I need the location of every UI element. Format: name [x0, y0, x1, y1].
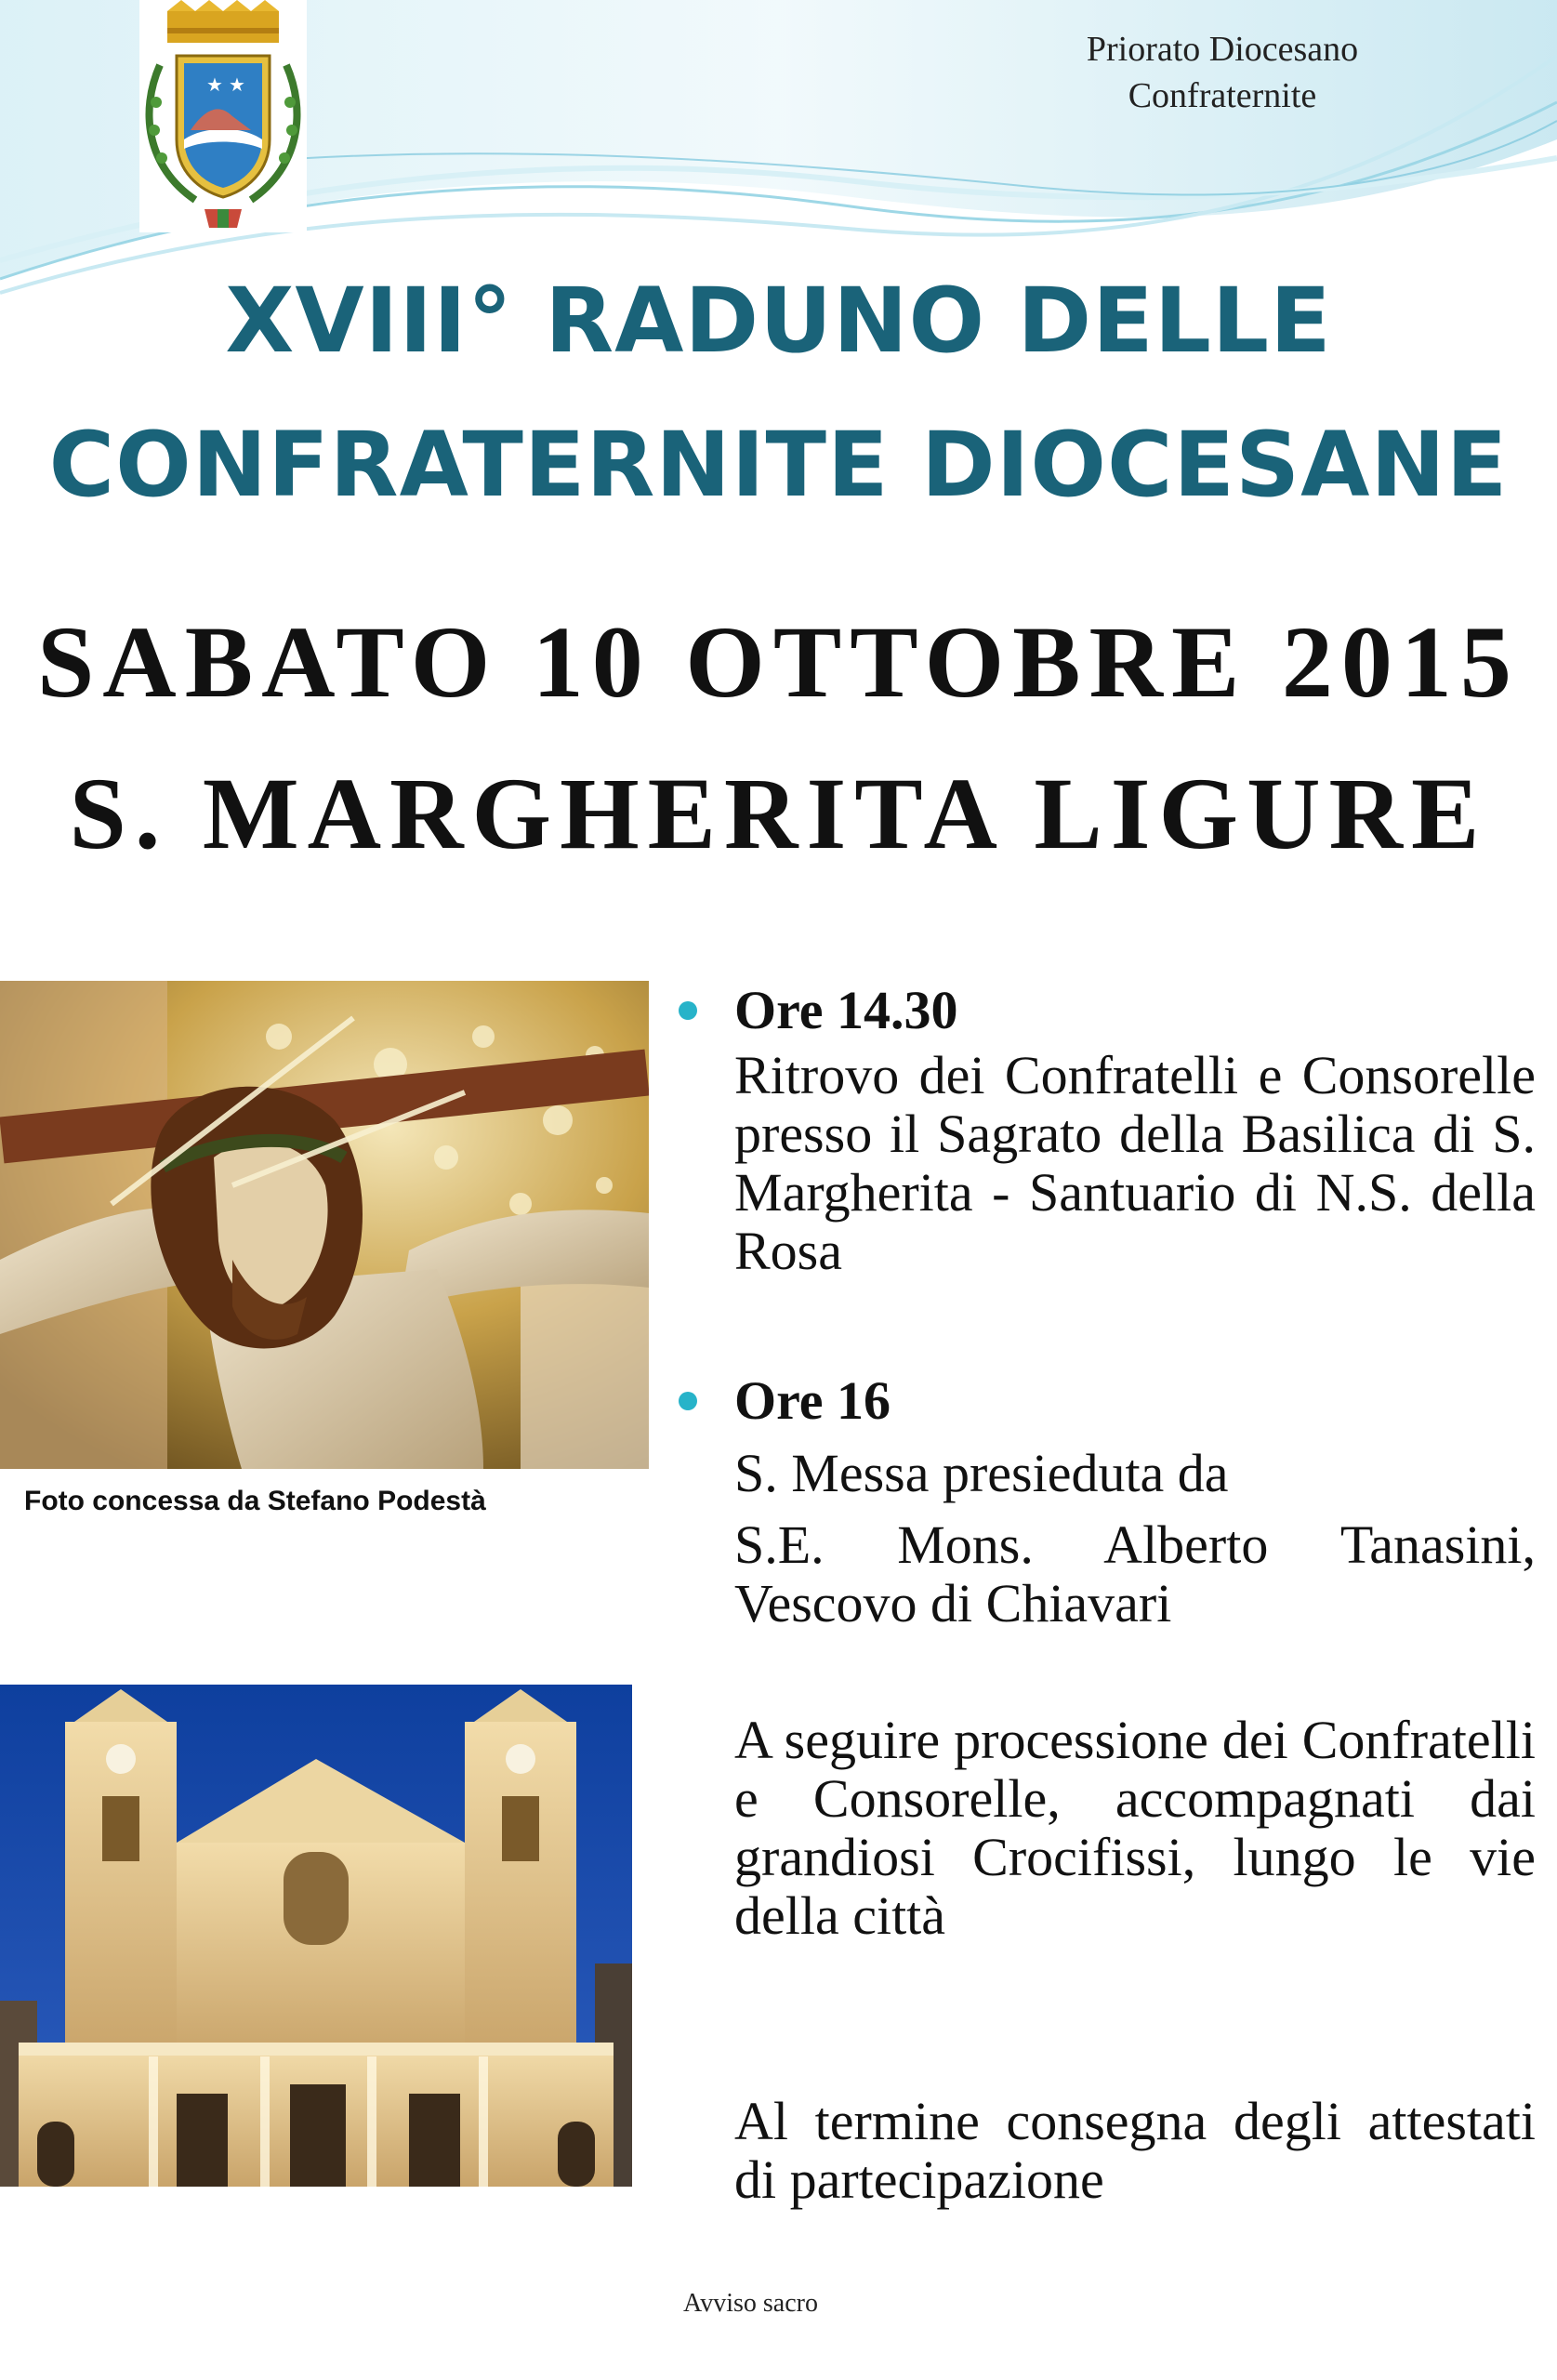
svg-text:★: ★	[206, 73, 223, 96]
program-text-2b: S.E. Mons. Alberto Tanasini, Vescovo di Chiavari	[734, 1514, 1536, 1633]
procession-notice	[679, 1711, 1538, 2017]
organizer-line-2: Confraternite	[1128, 76, 1317, 115]
procession-text: A seguire processione dei Confratelli e Consorelle, accompagnati dai grandiosi Crocifissi, lungo le vie della città	[734, 1710, 1536, 1946]
event-place: S. MARGHERITA LIGURE	[69, 757, 1488, 870]
program-text-2a: S. Messa presieduta da	[734, 1443, 1229, 1503]
closing-notice	[679, 2092, 1538, 2222]
program-item-2	[679, 1371, 1538, 1650]
program-item-1	[679, 981, 1538, 1297]
event-title-line-1: XVIII° RADUNO DELLE	[225, 269, 1332, 373]
crucifix-photo	[0, 981, 649, 1469]
organizer-line-1: Priorato Diocesano	[1086, 30, 1359, 69]
organizer-name	[1069, 26, 1376, 119]
bullet-icon	[679, 1392, 697, 1410]
program-time-1: Ore 14.30	[734, 980, 958, 1040]
municipal-coat-of-arms-icon	[139, 0, 307, 232]
closing-text: Al termine consegna degli attestati di partecipazione	[734, 2091, 1536, 2210]
program-time-2: Ore 16	[734, 1370, 891, 1431]
bullet-icon	[679, 1001, 697, 1020]
event-date: SABATO 10 OTTOBRE 2015	[37, 605, 1520, 719]
footer-note: Avviso sacro	[683, 2289, 818, 2318]
program-text-1: Ritrovo dei Confratelli e Consorelle presso il Sagrato della Basilica di S. Margherita - Santuario di N.S. della Rosa	[734, 1045, 1536, 1281]
event-title-line-2: CONFRATERNITE DIOCESANE	[48, 413, 1509, 517]
svg-text:★: ★	[229, 73, 245, 96]
basilica-photo	[0, 1685, 632, 2187]
photo-credit: Foto concessa da Stefano Podestà	[24, 1486, 486, 1516]
